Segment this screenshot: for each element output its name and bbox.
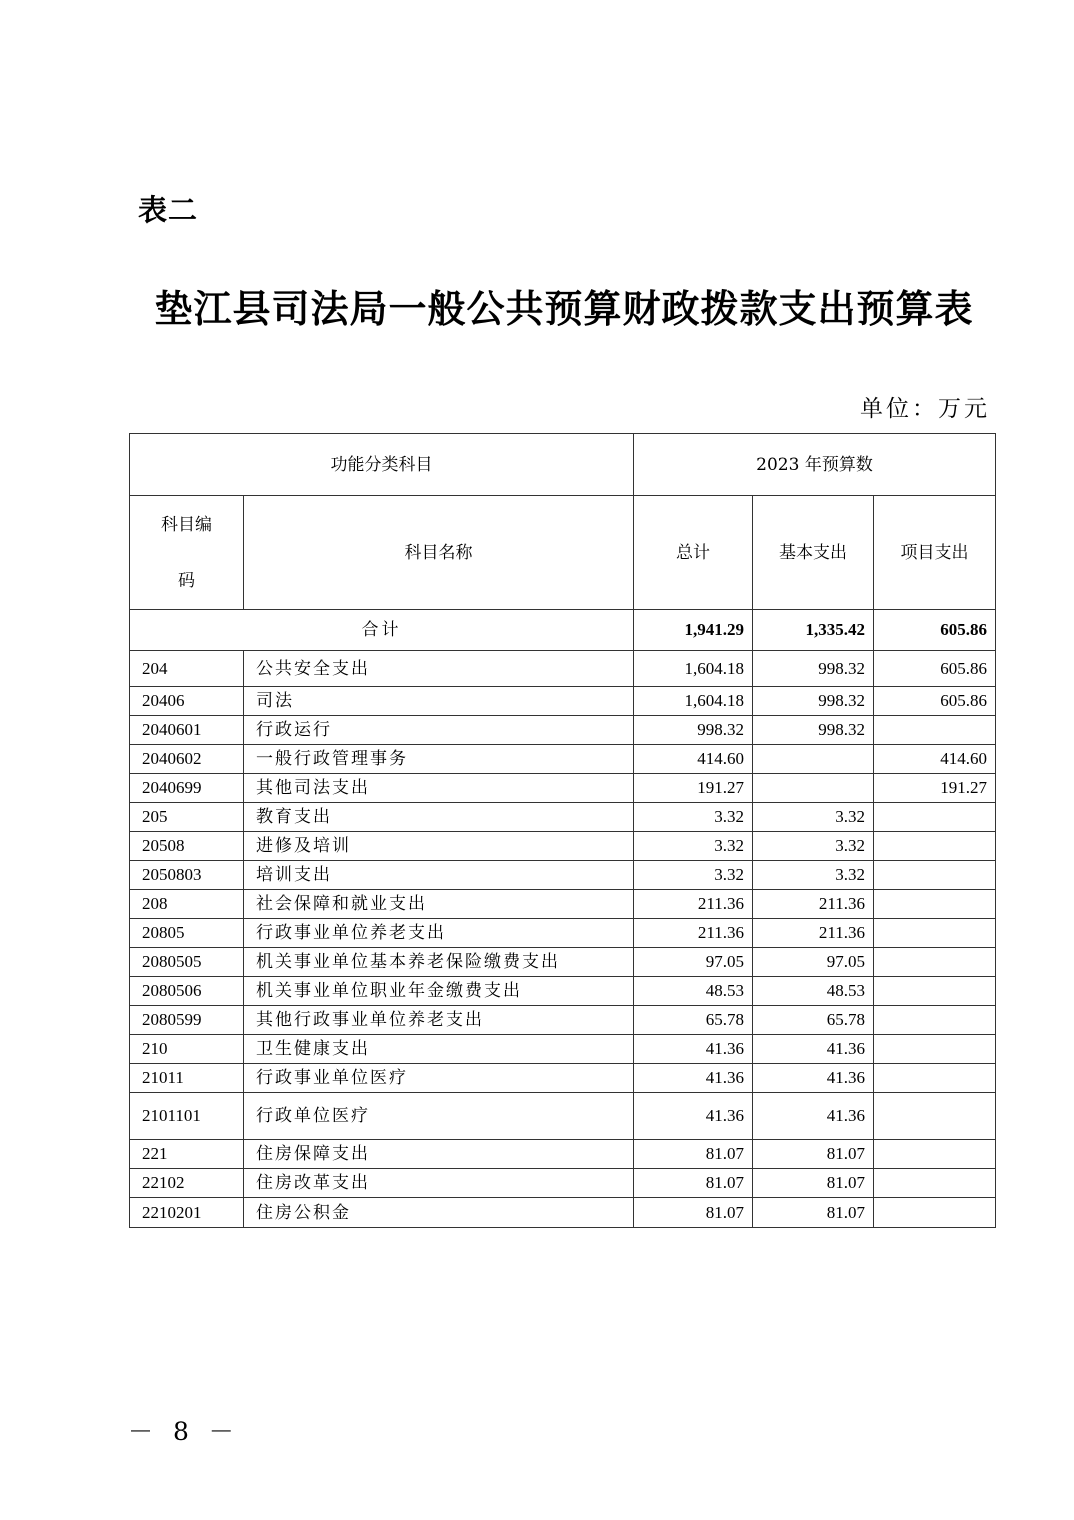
row-basic: 81.07 <box>753 1198 874 1228</box>
row-code: 2210201 <box>130 1198 244 1228</box>
page-number: － 8 － <box>128 1417 240 1446</box>
row-basic: 41.36 <box>753 1093 874 1140</box>
row-name: 一般行政管理事务 <box>244 745 634 774</box>
row-code: 2080505 <box>130 948 244 977</box>
unit-label: 单位：万元 <box>860 396 990 422</box>
header-category: 功能分类科目 <box>130 434 634 496</box>
table-row <box>130 803 996 832</box>
table-row <box>130 774 996 803</box>
row-name: 机关事业单位职业年金缴费支出 <box>244 977 634 1006</box>
total-project: 605.86 <box>874 610 996 651</box>
row-total: 81.07 <box>634 1140 753 1169</box>
row-total: 414.60 <box>634 745 753 774</box>
row-project <box>874 716 996 745</box>
row-name: 住房改革支出 <box>244 1169 634 1198</box>
row-code: 2050803 <box>130 861 244 890</box>
row-project: 414.60 <box>874 745 996 774</box>
total-label: 合计 <box>130 610 634 651</box>
row-code: 2080506 <box>130 977 244 1006</box>
row-name: 住房保障支出 <box>244 1140 634 1169</box>
row-project <box>874 861 996 890</box>
table-row <box>130 651 996 687</box>
row-basic <box>753 774 874 803</box>
row-total: 48.53 <box>634 977 753 1006</box>
table-row <box>130 1140 996 1169</box>
row-project <box>874 1169 996 1198</box>
header-code-line2: 码 <box>178 570 195 591</box>
row-code: 20508 <box>130 832 244 861</box>
table-row <box>130 948 996 977</box>
row-code: 20805 <box>130 919 244 948</box>
table-row <box>130 977 996 1006</box>
row-total: 998.32 <box>634 716 753 745</box>
row-code: 204 <box>130 651 244 687</box>
row-project <box>874 832 996 861</box>
row-code: 22102 <box>130 1169 244 1198</box>
row-name: 卫生健康支出 <box>244 1035 634 1064</box>
row-code: 221 <box>130 1140 244 1169</box>
table-row <box>130 832 996 861</box>
table-row <box>130 919 996 948</box>
table-row <box>130 890 996 919</box>
row-name: 公共安全支出 <box>244 651 634 687</box>
row-project <box>874 803 996 832</box>
total-sum: 1,941.29 <box>634 610 753 651</box>
row-name: 行政运行 <box>244 716 634 745</box>
row-basic: 81.07 <box>753 1140 874 1169</box>
table-row <box>130 716 996 745</box>
row-project <box>874 890 996 919</box>
table-row <box>130 687 996 716</box>
table-row <box>130 1035 996 1064</box>
row-basic: 41.36 <box>753 1064 874 1093</box>
header-code <box>130 496 244 610</box>
row-name: 行政事业单位养老支出 <box>244 919 634 948</box>
header-code-line1: 科目编 <box>161 514 212 535</box>
table-body <box>130 434 996 1228</box>
header-row-top <box>130 434 996 496</box>
row-total: 41.36 <box>634 1035 753 1064</box>
row-name: 社会保障和就业支出 <box>244 890 634 919</box>
row-project <box>874 1140 996 1169</box>
row-code: 205 <box>130 803 244 832</box>
total-row <box>130 610 996 651</box>
row-total: 41.36 <box>634 1093 753 1140</box>
row-name: 司法 <box>244 687 634 716</box>
row-total: 3.32 <box>634 832 753 861</box>
row-basic: 65.78 <box>753 1006 874 1035</box>
header-basic: 基本支出 <box>753 496 874 610</box>
table-row <box>130 745 996 774</box>
row-code: 2080599 <box>130 1006 244 1035</box>
row-total: 41.36 <box>634 1064 753 1093</box>
row-project <box>874 1064 996 1093</box>
row-project: 191.27 <box>874 774 996 803</box>
row-name: 行政事业单位医疗 <box>244 1064 634 1093</box>
row-total: 81.07 <box>634 1198 753 1228</box>
row-basic: 48.53 <box>753 977 874 1006</box>
row-total: 191.27 <box>634 774 753 803</box>
row-name: 培训支出 <box>244 861 634 890</box>
header-project: 项目支出 <box>874 496 996 610</box>
row-basic: 998.32 <box>753 716 874 745</box>
row-name: 进修及培训 <box>244 832 634 861</box>
row-project <box>874 1035 996 1064</box>
row-name: 机关事业单位基本养老保险缴费支出 <box>244 948 634 977</box>
row-code: 2040602 <box>130 745 244 774</box>
row-basic: 81.07 <box>753 1169 874 1198</box>
document-title: 垫江县司法局一般公共预算财政拨款支出预算表 <box>154 286 974 331</box>
table-row <box>130 861 996 890</box>
header-budget-year: 2023 年预算数 <box>634 434 996 496</box>
row-project <box>874 1093 996 1140</box>
row-code: 20406 <box>130 687 244 716</box>
table-row <box>130 1198 996 1228</box>
row-project <box>874 1198 996 1228</box>
total-basic: 1,335.42 <box>753 610 874 651</box>
table-label: 表二 <box>138 193 199 227</box>
header-row-columns <box>130 496 996 610</box>
row-total: 1,604.18 <box>634 651 753 687</box>
row-basic <box>753 745 874 774</box>
row-name: 教育支出 <box>244 803 634 832</box>
row-name: 其他行政事业单位养老支出 <box>244 1006 634 1035</box>
row-basic: 3.32 <box>753 861 874 890</box>
row-basic: 998.32 <box>753 687 874 716</box>
row-project <box>874 948 996 977</box>
row-total: 211.36 <box>634 890 753 919</box>
row-basic: 97.05 <box>753 948 874 977</box>
header-total: 总计 <box>634 496 753 610</box>
row-basic: 3.32 <box>753 803 874 832</box>
row-code: 210 <box>130 1035 244 1064</box>
row-basic: 41.36 <box>753 1035 874 1064</box>
row-basic: 211.36 <box>753 890 874 919</box>
row-total: 1,604.18 <box>634 687 753 716</box>
row-code: 2101101 <box>130 1093 244 1140</box>
row-project <box>874 1006 996 1035</box>
row-project <box>874 919 996 948</box>
row-code: 2040699 <box>130 774 244 803</box>
row-name: 其他司法支出 <box>244 774 634 803</box>
row-name: 住房公积金 <box>244 1198 634 1228</box>
table-row <box>130 1064 996 1093</box>
row-project: 605.86 <box>874 651 996 687</box>
row-project <box>874 977 996 1006</box>
header-name: 科目名称 <box>244 496 634 610</box>
row-code: 2040601 <box>130 716 244 745</box>
row-total: 3.32 <box>634 861 753 890</box>
row-total: 81.07 <box>634 1169 753 1198</box>
row-project: 605.86 <box>874 687 996 716</box>
row-total: 211.36 <box>634 919 753 948</box>
row-basic: 211.36 <box>753 919 874 948</box>
row-basic: 3.32 <box>753 832 874 861</box>
table-row <box>130 1169 996 1198</box>
table-row <box>130 1006 996 1035</box>
row-total: 97.05 <box>634 948 753 977</box>
row-code: 208 <box>130 890 244 919</box>
row-total: 3.32 <box>634 803 753 832</box>
row-total: 65.78 <box>634 1006 753 1035</box>
row-basic: 998.32 <box>753 651 874 687</box>
table-row <box>130 1093 996 1140</box>
budget-table <box>129 433 996 1228</box>
row-name: 行政单位医疗 <box>244 1093 634 1140</box>
row-code: 21011 <box>130 1064 244 1093</box>
